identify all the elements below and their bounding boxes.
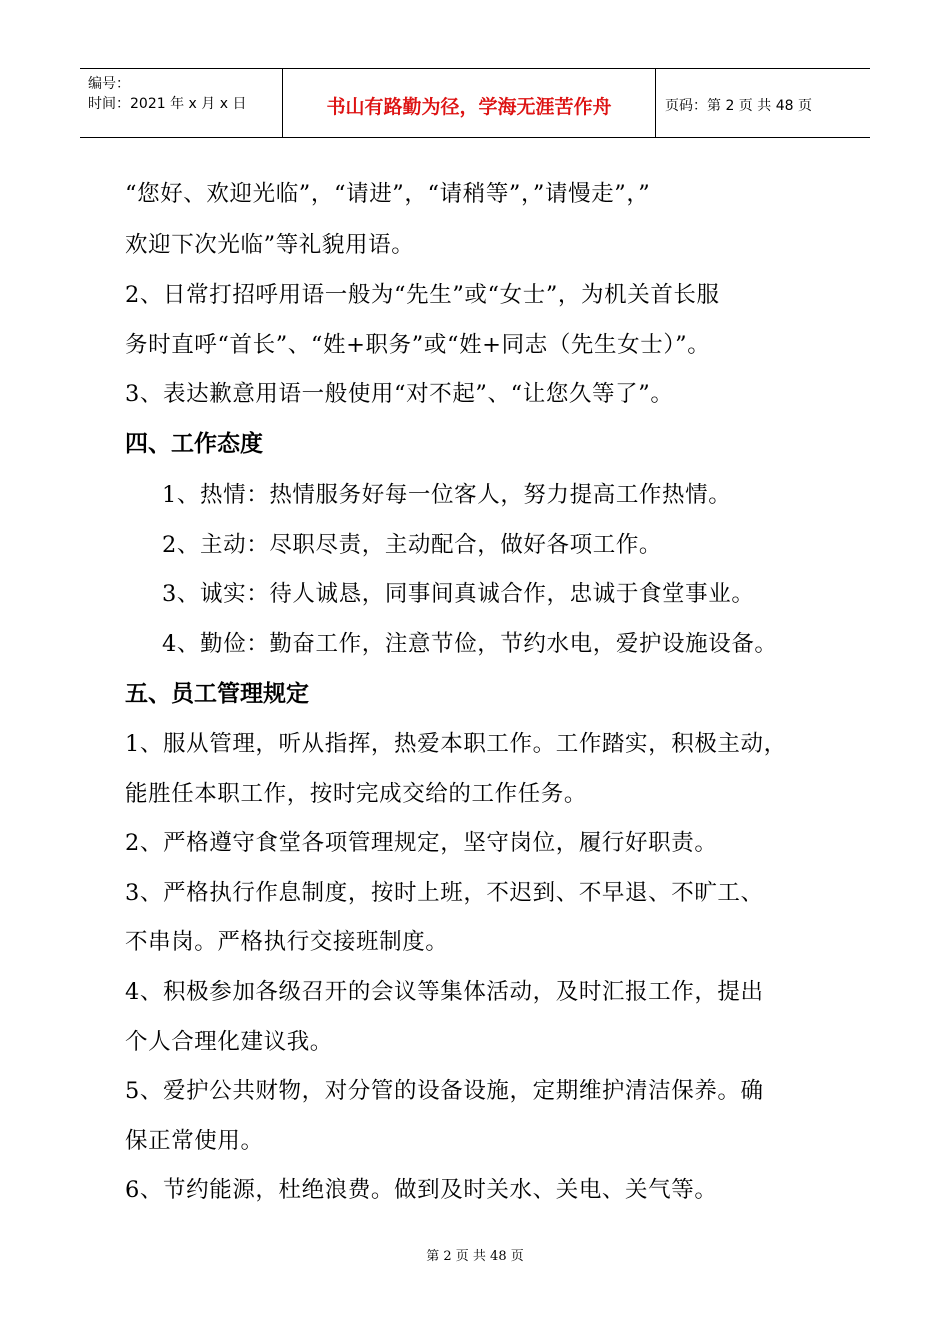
header-page-cell <box>655 69 870 137</box>
body-line: 保正常使用。 <box>125 1128 264 1154</box>
body-line: 2、日常打招呼用语一般为“先生”或“女士”，为机关首长服 <box>125 282 720 308</box>
body-line: 5、爱护公共财物，对分管的设备设施，定期维护清洁保养。确 <box>125 1078 764 1104</box>
motto: 书山有路勤为径，学海无涯苦作舟 <box>326 96 612 118</box>
header-info-cell <box>80 69 282 137</box>
body-line: 1、服从管理，听从指挥，热爱本职工作。工作踏实，积极主动， <box>125 731 787 757</box>
body-line: 3、严格执行作息制度，按时上班，不迟到、不早退、不旷工、 <box>125 880 764 906</box>
body-line: 3、诚实：待人诚恳，同事间真诚合作，忠诚于食堂事业。 <box>162 581 755 607</box>
page-header <box>80 68 870 138</box>
body-line: 能胜任本职工作，按时完成交给的工作任务。 <box>125 781 588 807</box>
body-line: “您好、欢迎光临”，“请进”，“请稍等”，”请慢走”，” <box>125 181 651 207</box>
header-motto-cell <box>282 69 656 137</box>
body-line: 4、积极参加各级召开的会议等集体活动，及时汇报工作，提出 <box>125 979 764 1005</box>
body-line: 2、主动：尽职尽责，主动配合，做好各项工作。 <box>162 532 663 558</box>
body-line: 个人合理化建议我。 <box>125 1029 333 1055</box>
page-info: 页码：第 2 页 共 48 页 <box>665 98 812 114</box>
section-heading-5: 五、员工管理规定 <box>125 681 309 707</box>
body-line: 3、表达歉意用语一般使用“对不起”、“让您久等了”。 <box>125 381 674 407</box>
body-line: 2、严格遵守食堂各项管理规定，坚守岗位，履行好职责。 <box>125 830 718 856</box>
body-line: 6、节约能源，杜绝浪费。做到及时关水、关电、关气等。 <box>125 1177 718 1203</box>
body-line: 1、热情：热情服务好每一位客人，努力提高工作热情。 <box>162 482 732 508</box>
body-line: 4、勤俭：勤奋工作，注意节俭，节约水电，爱护设施设备。 <box>162 631 778 657</box>
page-footer: 第 2 页 共 48 页 <box>426 1249 524 1264</box>
section-heading-4: 四、工作态度 <box>125 431 263 457</box>
body-line: 欢迎下次光临”等礼貌用语。 <box>125 232 415 258</box>
body-line: 务时直呼“首长”、“姓+职务”或“姓+同志（先生女士）”。 <box>125 332 711 358</box>
number-label: 编号： <box>88 76 130 92</box>
body-line: 不串岗。严格执行交接班制度。 <box>125 929 449 955</box>
date-label: 时间：2021 年 x 月 x 日 <box>88 96 247 112</box>
